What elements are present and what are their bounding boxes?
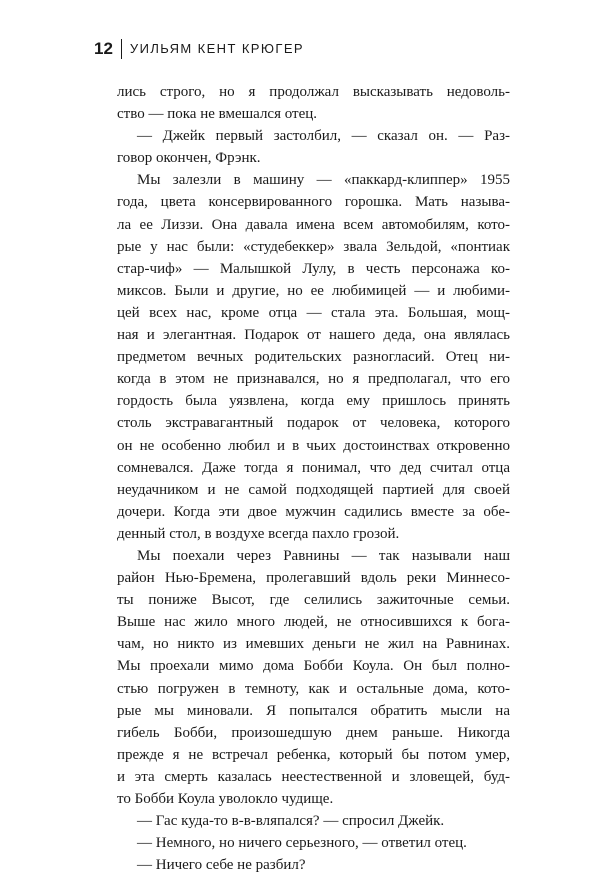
running-title: УИЛЬЯМ КЕНТ КРЮГЕР (129, 41, 304, 56)
text-line: дочери. Когда эти двое мужчин садились вместе за обе- (117, 503, 510, 520)
text-line: гибель Бобби, произошедшую днем раньше. Никогда (117, 724, 510, 741)
text-line: ты пониже Высот, где селились зажиточные семьи. (117, 592, 510, 609)
text-line: Мы проехали мимо дома Бобби Коула. Он был полно- (117, 658, 510, 675)
text-line: ла ее Лиззи. Она давала имена всем автомобилям, кото- (117, 216, 510, 233)
text-line: рые у нас были: «студебеккер» звала Зельдой, «понтиак (117, 238, 510, 255)
text-line: — Джейк первый застолбил, — сказал он. — Раз- (137, 128, 510, 145)
text-line: ство — пока не вмешался отец. (117, 106, 318, 123)
text-line: столь экстравагантный подарок от человека, которого (117, 415, 510, 432)
text-line: цей всех нас, кроме отца — стала эта. Большая, мощ- (117, 304, 510, 321)
text-line: Мы залезли в машину — «паккард-клиппер» 1955 (137, 172, 510, 189)
text-line: сомневался. Даже тогда я понимал, что дед считал отца (117, 459, 510, 476)
text-line: район Нью-Бремена, пролегавший вдоль реки Миннесо- (117, 570, 510, 587)
text-line: денный стол, в воздухе всегда пахло грозой. (117, 525, 400, 542)
text-line: — Немного, но ничего серьезного, — ответил отец. (137, 835, 467, 852)
text-line: — Гас куда-то в-в-вляпался? — спросил Джейк. (137, 813, 445, 830)
text-line: говор окончен, Фрэнк. (117, 150, 261, 167)
text-line: — Ничего себе не разбил? (137, 857, 306, 874)
text-line: прежде я не встречал ребенка, который бы потом умер, (117, 746, 510, 763)
running-header (94, 38, 304, 60)
text-line: то Бобби Коула уволокло чудище. (117, 791, 334, 807)
text-line: гордость была уязвлена, когда ему пришлось принять (117, 393, 510, 410)
text-line: Выше нас жило много людей, не относившихся к бога- (117, 614, 510, 631)
text-line: и эта смерть казалась неестественной и зловещей, буд- (117, 768, 510, 785)
body-text (117, 81, 510, 876)
text-line: стью погружен в темноту, как и остальные дома, кото- (117, 680, 510, 697)
text-line: предметом вечных родительских разногласий. Отец ни- (117, 349, 510, 366)
text-line: чам, но никто из имевших деньги не жил на Равнинах. (117, 636, 510, 653)
text-line: лись строго, но я продолжал высказывать недоволь- (117, 84, 510, 100)
page-number: 12 (94, 39, 122, 59)
text-line: Мы поехали через Равнины — так называли наш (137, 547, 510, 564)
text-line: рые мы миновали. Я попытался обратить мысли на (117, 702, 510, 719)
text-line: года, цвета консервированного горошка. Мать называ- (117, 194, 510, 211)
text-line: когда в этом не признавался, но я предполагал, что его (117, 371, 510, 388)
text-line: неудачником и не самой подходящей партией для своей (117, 481, 510, 498)
text-line: он не особенно любил и в чьих достоинствах откровенно (117, 437, 510, 454)
text-line: стар-чиф» — Малышкой Лулу, в честь персонажа ко- (117, 260, 510, 277)
text-line: миксов. Были и другие, но ее любимицей — и любими- (117, 282, 510, 299)
text-line: ная и элегантная. Подарок от нашего деда, она являлась (117, 327, 510, 344)
